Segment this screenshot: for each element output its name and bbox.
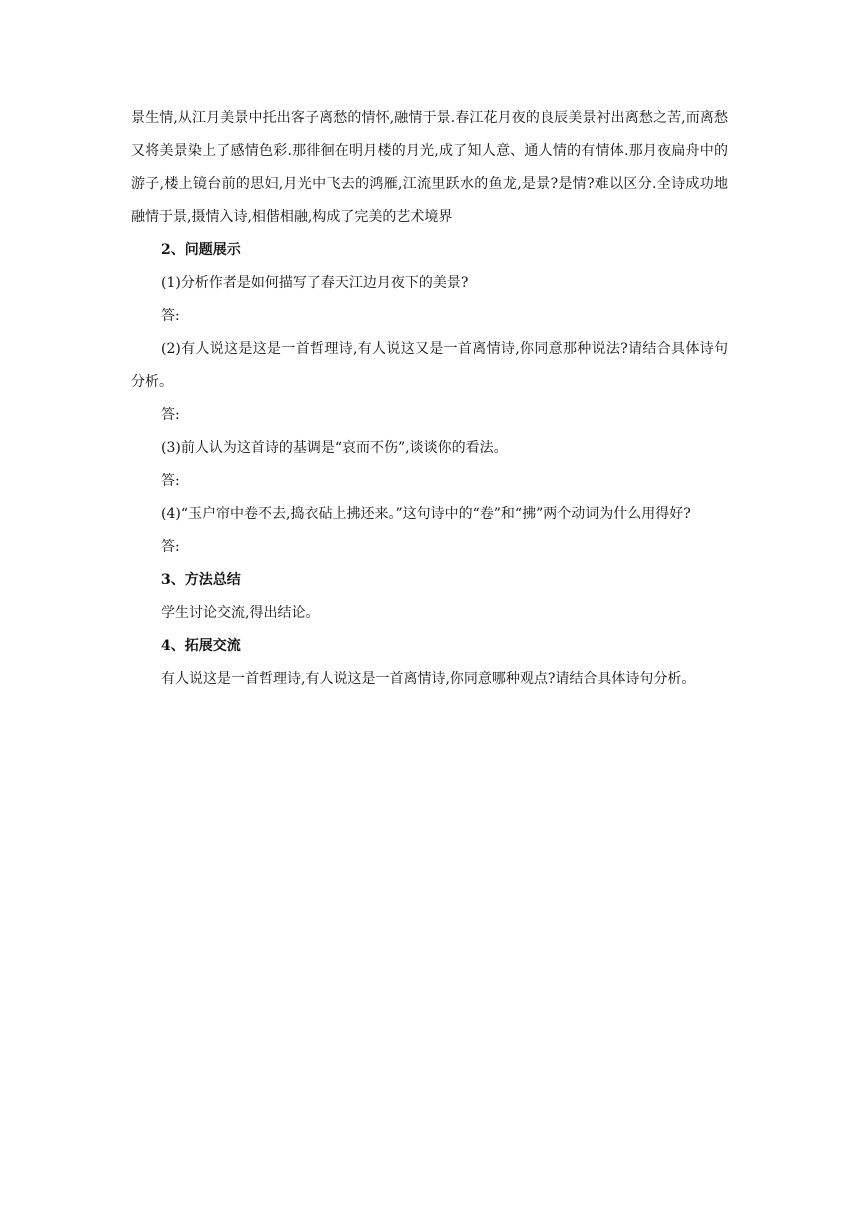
section-3-heading: 3、方法总结 <box>161 572 241 588</box>
document-body <box>131 102 728 696</box>
intro-paragraph: 景生情,从江月美景中托出客子离愁的情怀,融情于景.春江花月夜的良辰美景衬出离愁之苦,而离愁又将美景染上了感情色彩.那徘徊在明月楼的月光,成了知人意、通人情的有情体.那月夜扁舟中的游子,楼上镜台前的思妇,月光中飞去的鸿雁,江流里跃水的鱼龙,是景?是情?难以区分.全诗成功地融情于景,摄情入诗,相偕相融,构成了完美的艺术境界 <box>131 110 728 225</box>
answer-3-label: 答: <box>161 473 180 489</box>
section-4-heading: 4、拓展交流 <box>161 638 241 654</box>
question-2: (2)有人说这是这是一首哲理诗,有人说这又是一首离情诗,你同意那种说法?请结合具体诗句分析。 <box>131 341 728 390</box>
section-2-heading: 2、问题展示 <box>161 242 241 258</box>
question-3: (3)前人认为这首诗的基调是“哀而不伤”,谈谈你的看法。 <box>161 440 508 456</box>
answer-4-label: 答: <box>161 539 180 555</box>
question-1: (1)分析作者是如何描写了春天江边月夜下的美景? <box>161 275 469 291</box>
answer-2-label: 答: <box>161 407 180 423</box>
question-4: (4)“玉户帘中卷不去,捣衣砧上拂还来。”这句诗中的“卷”和“拂”两个动词为什么用得好? <box>161 506 691 522</box>
answer-1-label: 答: <box>161 308 180 324</box>
section-3-text: 学生讨论交流,得出结论。 <box>161 605 320 621</box>
section-4-text: 有人说这是一首哲理诗,有人说这是一首离情诗,你同意哪种观点?请结合具体诗句分析。 <box>161 671 696 687</box>
